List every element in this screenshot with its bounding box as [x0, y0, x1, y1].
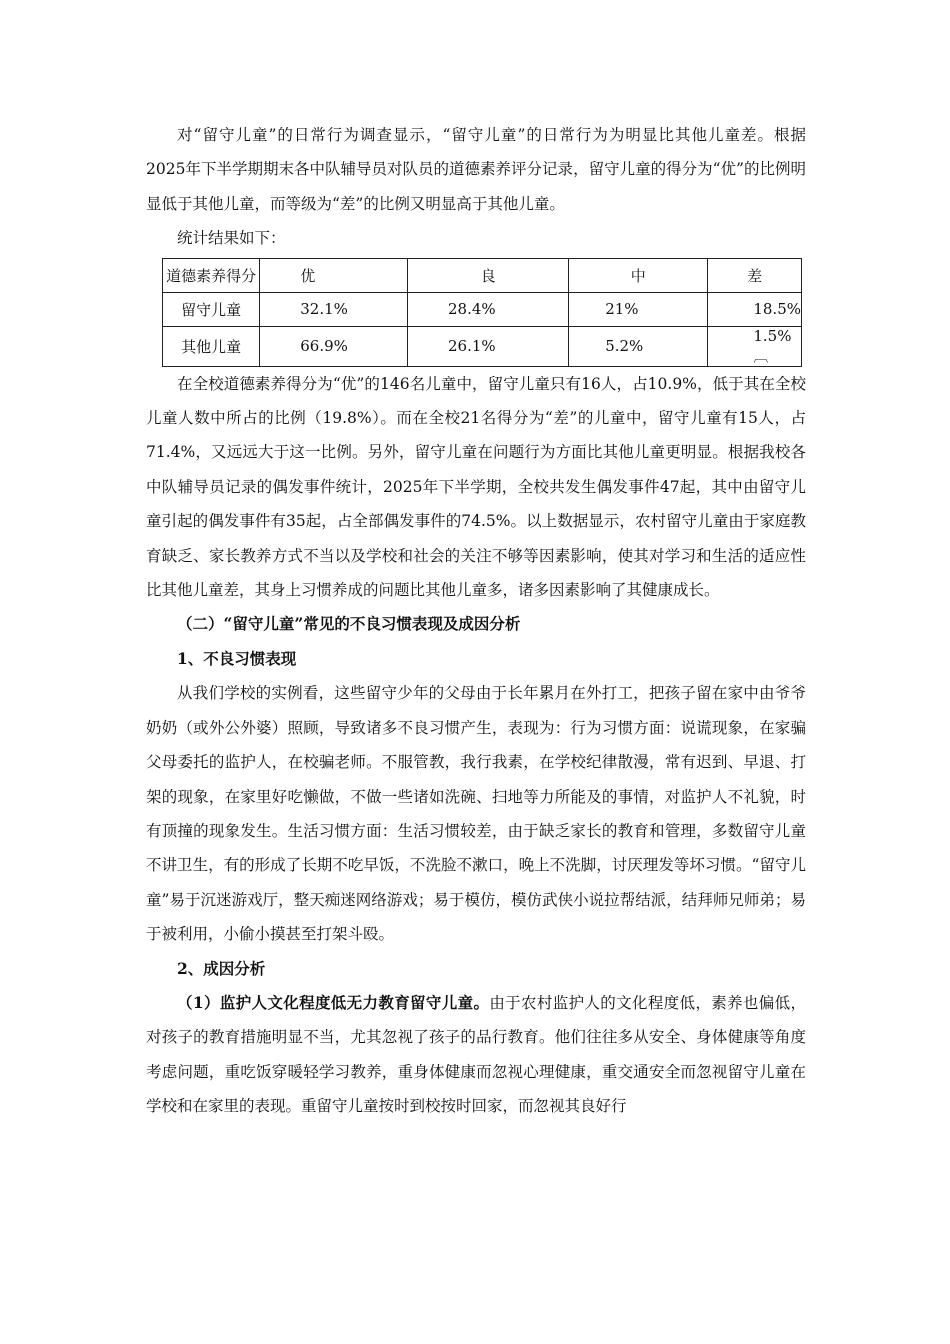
cause-lead: （1）监护人文化程度低无力教育留守儿童。: [177, 992, 490, 1012]
table-row: [163, 326, 802, 366]
table-cell: 1.5%︹: [708, 326, 802, 366]
table-row: [163, 292, 802, 326]
table-cell: 66.9%: [260, 326, 408, 366]
table-header-cell: 优: [260, 258, 408, 292]
table-header-cell: 中: [569, 258, 708, 292]
table-header-cell: 差: [708, 258, 802, 292]
table-cell: 21%: [569, 292, 708, 326]
table-header-row: [163, 258, 802, 292]
table-cell: 留守儿童: [163, 292, 260, 326]
sub-heading-habits: 1、不良习惯表现: [177, 648, 297, 668]
section-heading: （二）“留守儿童”常见的不良习惯表现及成因分析: [177, 614, 521, 634]
table-cell: 5.2%: [569, 326, 708, 366]
cause-text: 由于农村监护人的文化程度低，素养也偏低，对孩子的教育措施明显不当，尤其忽视了孩子的品行教育。他们往往多从安全、身体健康等角度考虑问题，重吃饭穿暖轻学习教养，重身体健康而忽视心理健康，重交通安全而忽视留守儿童在学校和在家里的表现。重留守儿童按时到校按时回家，而忽视其良好行: [146, 993, 806, 1116]
table-cell: 18.5%: [708, 292, 802, 326]
habits-paragraph: 从我们学校的实例看，这些留守少年的父母由于长年累月在外打工，把孩子留在家中由爷爷奶奶（或外公外婆）照顾，导致诸多不良习惯产生，表现为：行为习惯方面：说谎现象，在家骗父母委托的监护人，在校骗老师。不服管教，我行我素，在学校纪律散漫，常有迟到、早退、打架的现象，在家里好吃懒做，不做一些诸如洗碗、扫地等力所能及的事情，对监护人不礼貌，时有顶撞的现象发生。生活习惯方面：生活习惯较差，由于缺乏家长的教育和管理，多数留守儿童不讲卫生，有的形成了长期不吃早饭，不洗脸不漱口，晚上不洗脚，讨厌理发等坏习惯。“留守儿童”易于沉迷游戏厅，整天痴迷网络游戏；易于模仿，模仿武侠小说拉帮结派，结拜师兄师弟；易于被利用，小偷小摸甚至打架斗殴。: [146, 684, 806, 944]
intro-paragraph: 对“留守儿童”的日常行为调查显示，“留守儿童”的日常行为为明显比其他儿童差。根据2025年下半学期期末各中队辅导员对队员的道德素养评分记录，留守儿童的得分为“优”的比例明显低于其他儿童，而等级为“差”的比例又明显高于其他儿童。: [146, 126, 806, 213]
table-cell: 其他儿童: [163, 326, 260, 366]
stats-label: 统计结果如下：: [177, 229, 286, 248]
table-cell: 26.1%: [408, 326, 569, 366]
moral-score-table: [162, 258, 802, 367]
analysis-paragraph: 在全校道德素养得分为“优”的146名儿童中，留守儿童只有16人，占10.9%，低于其在全校儿童人数中所占的比例（19.8%）。而在全校21名得分为“差”的儿童中，留守儿童有15人，占71.4%，又远远大于这一比例。另外，留守儿童在问题行为方面比其他儿童更明显。根据我校各中队辅导员记录的偶发事件统计，2025年下半学期，全校共发生偶发事件47起，其中由留守儿童引起的偶发事件有35起，占全部偶发事件的74.5%。以上数据显示，农村留守儿童由于家庭教育缺乏、家长教养方式不当以及学校和社会的关注不够等因素影响，使其对学习和生活的适应性比其他儿童差，其身上习惯养成的问题比其他儿童多，诸多因素影响了其健康成长。: [146, 374, 806, 600]
cause-paragraph: [146, 986, 806, 1124]
document-page: [146, 118, 806, 1124]
table-header-cell: 良: [408, 258, 569, 292]
sub-heading-causes: 2、成因分析: [177, 958, 266, 978]
table-header-cell: 道德素养得分: [163, 258, 260, 292]
table-cell: 32.1%: [260, 292, 408, 326]
table-cell: 28.4%: [408, 292, 569, 326]
